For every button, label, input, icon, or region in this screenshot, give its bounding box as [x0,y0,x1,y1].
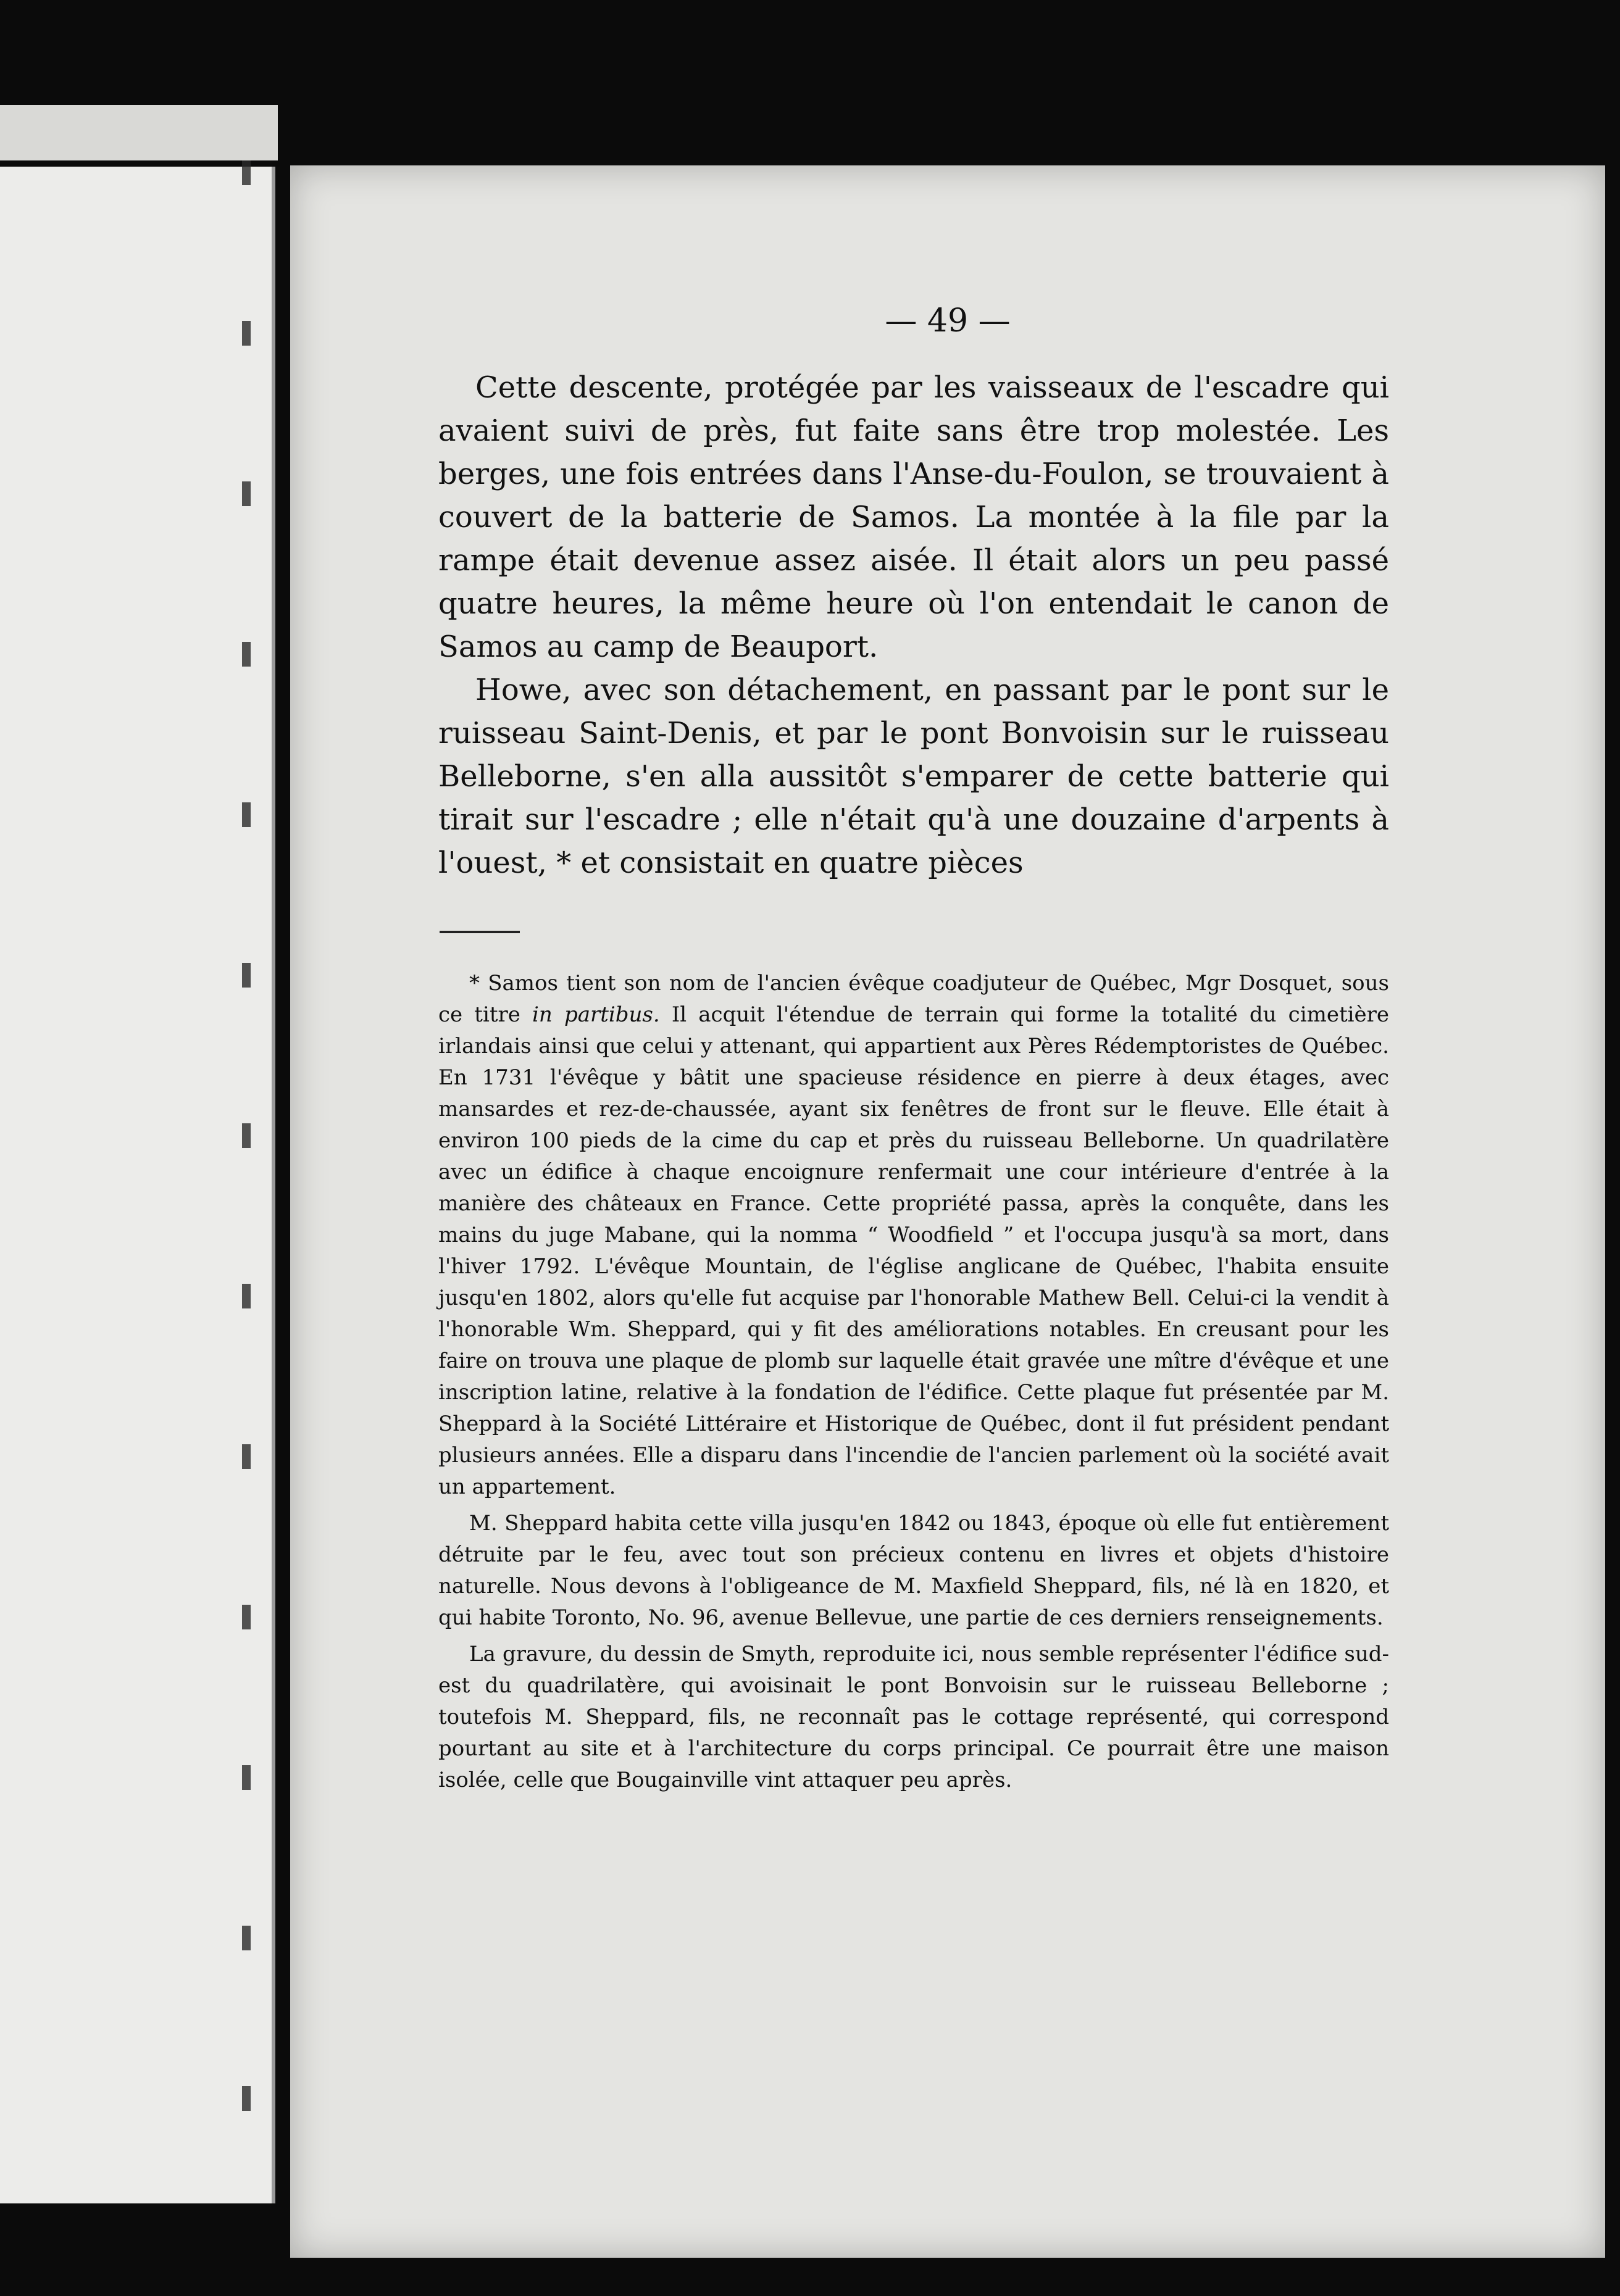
footnote-paragraph: La gravure, du dessin de Smyth, reproduite ici, nous semble représenter l'édifice sud-est du quadrilatère, qui avoisinait le pont Bonvoisin sur le ruisseau Belleborne ; toutefois M. Sheppard, fils, ne reconnaît pas le cottage représenté, qui correspond pourtant au site et à l'architecture du corps principal. Ce pourrait être une maison isolée, celle que Bougainville vint attaquer peu après. [438,1642,1389,1792]
footnote-samos [438,968,1389,1503]
binding-thread [242,160,251,2222]
main-paragraph: Cette descente, protégée par les vaisseaux de l'escadre qui avaient suivi de près, fut faite sans être trop molestée. Les berges, une fois entrées dans l'Anse-du-Foulon, se trouvaient à couvert de la batterie de Samos. La montée à la file par la rampe était devenue assez aisée. Il était alors un peu passé quatre heures, la même heure où l'on entendait le canon de Samos au camp de Beauport. [438,370,1389,664]
main-text [438,366,1389,884]
page-number: — 49 — [885,302,1011,339]
footnotes [438,968,1389,1801]
footnote-rest: Il acquit l'étendue de terrain qui forme la totalité du cimetière irlandais ainsi que celui y attenant, qui appartient aux Pères Rédemptoristes de Québec. En 1731 l'évêque y bâtit une spacieuse résidence en pierre à deux étages, avec mansardes et rez-de-chaussée, ayant six fenêtres de front sur le fleuve. Elle était à environ 100 pieds de la cime du cap et près du ruisseau Belleborne. Un quadrilatère avec un édifice à chaque encoignure renfermait une cour intérieure d'entrée à la manière des châteaux en France. Cette propriété passa, après la conquête, dans les mains du juge Mabane, qui la nomma “ Woodfield ” et l'occupa jusqu'à sa mort, dans l'hiver 1792. L'évêque Mountain, de l'église anglicane de Québec, l'habita ensuite jusqu'en 1802, alors qu'elle fut acquise par l'honorable Mathew Bell. Celui-ci la vendit à l'honorable Wm. Sheppard, qui y fit des améliorations notables. En creusant pour les faire on trouva une plaque de plomb sur laquelle était gravée une mître d'évêque et une inscription latine, relative à la fondation de l'édifice. Cette plaque fut présentée par M. Sheppard à la Société Littéraire et Historique de Québec, dont il fut président pendant plusieurs années. Elle a disparu dans l'incendie de l'ancien parlement où la société avait un appartement. [438,1002,1389,1499]
footnote-separator [440,931,520,933]
footnote-paragraph: M. Sheppard habita cette villa jusqu'en 1842 ou 1843, époque où elle fut entièrement détruite par le feu, avec tout son précieux contenu en livres et objets d'histoire naturelle. Nous devons à l'obligeance de M. Maxfield Sheppard, fils, né là en 1820, et qui habite Toronto, No. 96, avenue Bellevue, une partie de ces derniers renseignements. [438,1511,1389,1630]
footnote-italic: in partibus. [532,1002,660,1027]
previous-page-fold [0,105,278,160]
footnote-lead: * Samos tient son nom de l'ancien évêque coadjuteur de Québec, Mgr Dosquet, sous ce titre [438,971,1389,1027]
previous-page-edge [0,167,275,2203]
main-paragraph: Howe, avec son détachement, en passant par le pont sur le ruisseau Saint-Denis, et par le pont Bonvoisin sur le ruisseau Belleborne, s'en alla aussitôt s'emparer de cette batterie qui tirait sur l'escadre ; elle n'était qu'à une douzaine d'arpents à l'ouest, * et consistait en quatre pièces [438,673,1389,880]
scanned-page [290,165,1605,2258]
